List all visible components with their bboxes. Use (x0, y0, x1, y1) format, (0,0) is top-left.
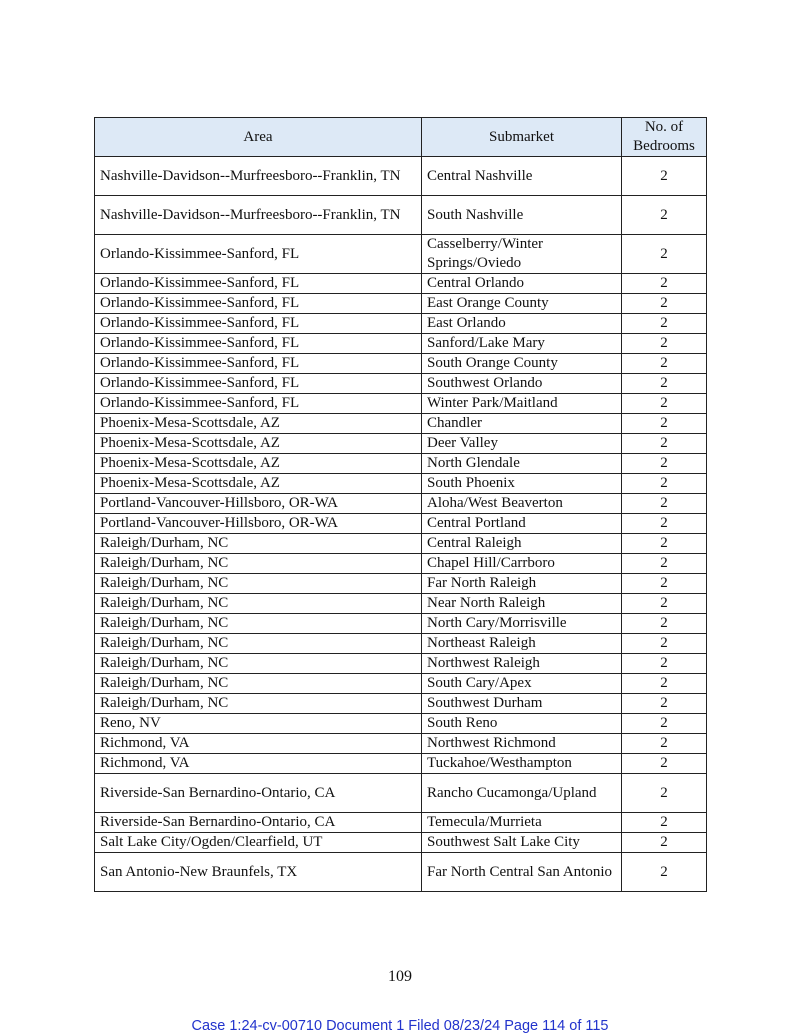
table-row (95, 474, 707, 494)
cell-area: Raleigh/Durham, NC (95, 554, 422, 574)
table-row (95, 514, 707, 534)
table-row (95, 196, 707, 235)
table-row (95, 235, 707, 274)
table-row (95, 554, 707, 574)
cell-bedrooms: 2 (622, 514, 707, 534)
table-header-row (95, 118, 707, 157)
cell-bedrooms: 2 (622, 754, 707, 774)
cell-bedrooms: 2 (622, 294, 707, 314)
cell-area: Orlando-Kissimmee-Sanford, FL (95, 334, 422, 354)
cell-submarket: Central Raleigh (422, 534, 622, 554)
cell-submarket: Aloha/West Beaverton (422, 494, 622, 514)
cell-submarket: North Cary/Morrisville (422, 614, 622, 634)
cell-submarket: Northwest Richmond (422, 734, 622, 754)
table-row (95, 454, 707, 474)
cell-submarket: South Cary/Apex (422, 674, 622, 694)
cell-submarket: Far North Raleigh (422, 574, 622, 594)
cell-submarket: East Orange County (422, 294, 622, 314)
cell-area: Richmond, VA (95, 754, 422, 774)
submarket-table (94, 117, 707, 892)
table-row (95, 374, 707, 394)
cell-bedrooms: 2 (622, 714, 707, 734)
cell-submarket: Chapel Hill/Carrboro (422, 554, 622, 574)
cell-area: Phoenix-Mesa-Scottsdale, AZ (95, 454, 422, 474)
cell-bedrooms: 2 (622, 494, 707, 514)
cell-area: Phoenix-Mesa-Scottsdale, AZ (95, 474, 422, 494)
cell-bedrooms: 2 (622, 157, 707, 196)
cell-area: Riverside-San Bernardino-Ontario, CA (95, 774, 422, 813)
header-bedrooms: No. of Bedrooms (622, 118, 707, 157)
cell-submarket: East Orlando (422, 314, 622, 334)
cell-submarket: Near North Raleigh (422, 594, 622, 614)
table-row (95, 774, 707, 813)
cell-submarket: Central Nashville (422, 157, 622, 196)
table-body (95, 157, 707, 892)
cell-submarket: Chandler (422, 414, 622, 434)
cell-bedrooms: 2 (622, 774, 707, 813)
cell-area: Orlando-Kissimmee-Sanford, FL (95, 294, 422, 314)
cell-area: Reno, NV (95, 714, 422, 734)
cell-bedrooms: 2 (622, 594, 707, 614)
cell-area: Raleigh/Durham, NC (95, 614, 422, 634)
table-row (95, 574, 707, 594)
cell-bedrooms: 2 (622, 454, 707, 474)
cell-area: Phoenix-Mesa-Scottsdale, AZ (95, 434, 422, 454)
cell-submarket: Tuckahoe/Westhampton (422, 754, 622, 774)
table-row (95, 754, 707, 774)
table-row (95, 157, 707, 196)
cell-submarket: Southwest Salt Lake City (422, 833, 622, 853)
page-number: 109 (388, 968, 412, 985)
cell-bedrooms: 2 (622, 574, 707, 594)
table-row (95, 674, 707, 694)
cell-submarket: Central Orlando (422, 274, 622, 294)
cell-area: Orlando-Kissimmee-Sanford, FL (95, 374, 422, 394)
cell-bedrooms: 2 (622, 734, 707, 754)
cell-submarket: North Glendale (422, 454, 622, 474)
table-row (95, 394, 707, 414)
table-row (95, 434, 707, 454)
cell-area: Raleigh/Durham, NC (95, 694, 422, 714)
cell-submarket: South Nashville (422, 196, 622, 235)
cell-bedrooms: 2 (622, 614, 707, 634)
cell-area: Orlando-Kissimmee-Sanford, FL (95, 354, 422, 374)
case-footer: Case 1:24-cv-00710 Document 1 Filed 08/23/24 Page 114 of 115 (191, 1018, 609, 1034)
cell-bedrooms: 2 (622, 654, 707, 674)
cell-submarket: Northeast Raleigh (422, 634, 622, 654)
cell-submarket: South Phoenix (422, 474, 622, 494)
cell-submarket: South Reno (422, 714, 622, 734)
cell-area: Raleigh/Durham, NC (95, 594, 422, 614)
table-row (95, 274, 707, 294)
cell-submarket: Northwest Raleigh (422, 654, 622, 674)
cell-submarket: Central Portland (422, 514, 622, 534)
table-row (95, 314, 707, 334)
cell-area: Nashville-Davidson--Murfreesboro--Franklin, TN (95, 196, 422, 235)
cell-area: Raleigh/Durham, NC (95, 534, 422, 554)
table-row (95, 614, 707, 634)
table-row (95, 354, 707, 374)
cell-submarket: Temecula/Murrieta (422, 813, 622, 833)
cell-bedrooms: 2 (622, 694, 707, 714)
table-row (95, 853, 707, 892)
cell-submarket: Sanford/Lake Mary (422, 334, 622, 354)
cell-bedrooms: 2 (622, 853, 707, 892)
table-row (95, 334, 707, 354)
cell-bedrooms: 2 (622, 196, 707, 235)
cell-submarket: Rancho Cucamonga/Upland (422, 774, 622, 813)
cell-area: San Antonio-New Braunfels, TX (95, 853, 422, 892)
table-row (95, 594, 707, 614)
cell-area: Salt Lake City/Ogden/Clearfield, UT (95, 833, 422, 853)
cell-bedrooms: 2 (622, 474, 707, 494)
table-row (95, 654, 707, 674)
cell-bedrooms: 2 (622, 274, 707, 294)
cell-submarket: Far North Central San Antonio (422, 853, 622, 892)
cell-bedrooms: 2 (622, 394, 707, 414)
table-row (95, 634, 707, 654)
cell-bedrooms: 2 (622, 534, 707, 554)
table-row (95, 714, 707, 734)
table-row (95, 294, 707, 314)
cell-bedrooms: 2 (622, 314, 707, 334)
cell-bedrooms: 2 (622, 354, 707, 374)
cell-submarket: Deer Valley (422, 434, 622, 454)
table-row (95, 534, 707, 554)
cell-submarket: Southwest Orlando (422, 374, 622, 394)
cell-area: Portland-Vancouver-Hillsboro, OR-WA (95, 514, 422, 534)
cell-area: Phoenix-Mesa-Scottsdale, AZ (95, 414, 422, 434)
cell-area: Raleigh/Durham, NC (95, 574, 422, 594)
header-submarket: Submarket (422, 118, 622, 157)
cell-area: Richmond, VA (95, 734, 422, 754)
cell-area: Raleigh/Durham, NC (95, 634, 422, 654)
table-row (95, 494, 707, 514)
cell-area: Orlando-Kissimmee-Sanford, FL (95, 235, 422, 274)
cell-area: Nashville-Davidson--Murfreesboro--Franklin, TN (95, 157, 422, 196)
cell-bedrooms: 2 (622, 554, 707, 574)
cell-bedrooms: 2 (622, 374, 707, 394)
cell-submarket: Casselberry/Winter Springs/Oviedo (422, 235, 622, 274)
table-row (95, 414, 707, 434)
cell-area: Portland-Vancouver-Hillsboro, OR-WA (95, 494, 422, 514)
table-row (95, 833, 707, 853)
cell-bedrooms: 2 (622, 813, 707, 833)
cell-bedrooms: 2 (622, 634, 707, 654)
cell-bedrooms: 2 (622, 334, 707, 354)
cell-area: Riverside-San Bernardino-Ontario, CA (95, 813, 422, 833)
cell-area: Raleigh/Durham, NC (95, 654, 422, 674)
cell-submarket: Winter Park/Maitland (422, 394, 622, 414)
header-area: Area (95, 118, 422, 157)
cell-area: Orlando-Kissimmee-Sanford, FL (95, 274, 422, 294)
cell-submarket: South Orange County (422, 354, 622, 374)
cell-bedrooms: 2 (622, 674, 707, 694)
table-row (95, 813, 707, 833)
table-row (95, 734, 707, 754)
cell-bedrooms: 2 (622, 833, 707, 853)
cell-area: Raleigh/Durham, NC (95, 674, 422, 694)
cell-area: Orlando-Kissimmee-Sanford, FL (95, 394, 422, 414)
cell-bedrooms: 2 (622, 235, 707, 274)
cell-bedrooms: 2 (622, 414, 707, 434)
table-row (95, 694, 707, 714)
cell-bedrooms: 2 (622, 434, 707, 454)
cell-submarket: Southwest Durham (422, 694, 622, 714)
cell-area: Orlando-Kissimmee-Sanford, FL (95, 314, 422, 334)
